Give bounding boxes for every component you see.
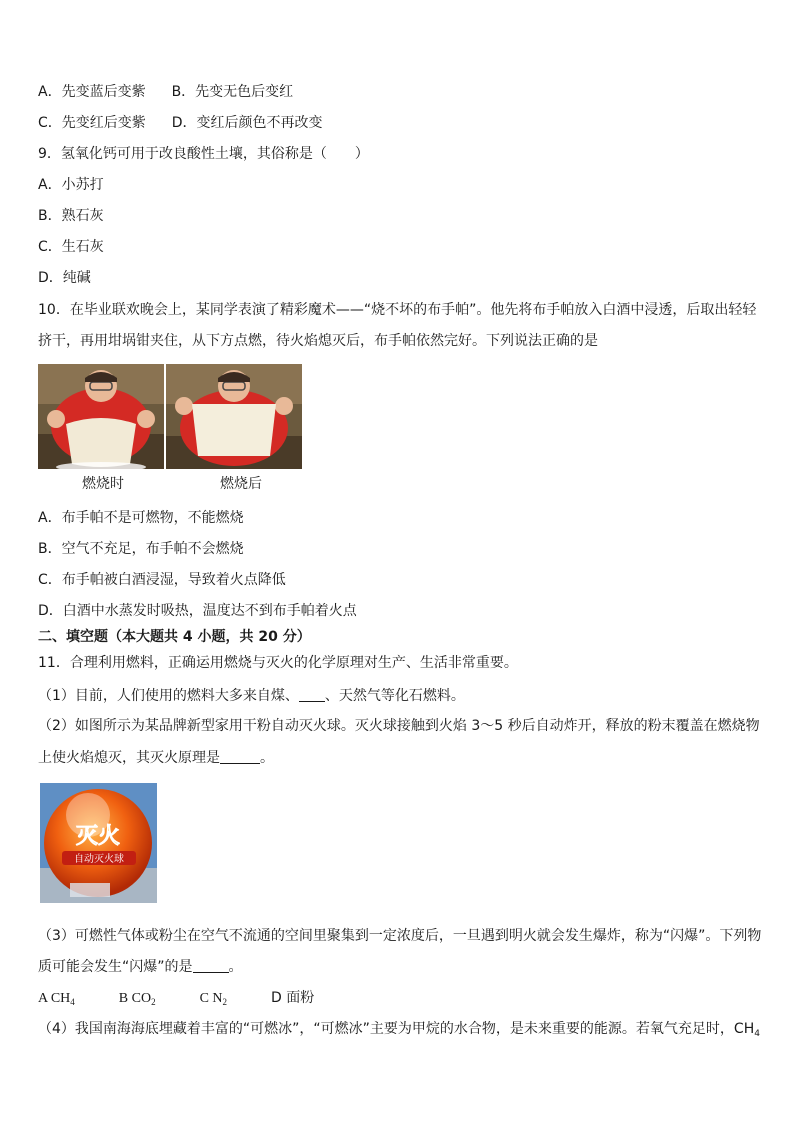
q10-stem-line2: 挤干，再用坩埚钳夹住，从下方点燃，待火焰熄灭后，布手帕依然完好。下列说法正确的是: [38, 333, 598, 349]
q10-option-c: C．布手帕被白酒浸湿，导致着火点降低: [38, 572, 286, 588]
q11-part2-text-before: 上使火焰熄灭，其灭火原理是: [38, 750, 220, 766]
q11-part1-text-after: 、天然气等化石燃料。: [324, 688, 465, 704]
q11-option-a: A $CH_4$: [38, 991, 75, 1007]
q11-part1-text-before: （1）目前，人们使用的燃料大多来自煤、: [38, 688, 299, 704]
q11-option-d: D 面粉: [271, 990, 315, 1006]
q10-option-d: D．白酒中水蒸发时吸热，温度达不到布手帕着火点: [38, 603, 357, 619]
q8-option-d: D．变红后颜色不再改变: [171, 115, 323, 131]
q11-part2-line2: [38, 748, 274, 768]
q9-option-a: A．小苏打: [38, 177, 104, 193]
ball-brand-text: 灭火: [75, 824, 121, 849]
q9-option-d: D．纯碱: [38, 270, 91, 286]
q8-option-a: A．先变蓝后变紫: [38, 84, 146, 100]
q11-part2-line1: （2）如图所示为某品牌新型家用干粉自动灭火球。灭火球接触到火焰 3～5 秒后自动炸开，释放的粉末覆盖在燃烧物: [38, 718, 760, 734]
q10-option-b: B．空气不充足，布手帕不会燃烧: [38, 541, 244, 557]
q11-stem: 11．合理利用燃料，正确运用燃烧与灭火的化学原理对生产、生活非常重要。: [38, 655, 518, 671]
q10-option-a: A．布手帕不是可燃物，不能燃烧: [38, 510, 244, 526]
q11-part2-text-after: 。: [260, 750, 274, 766]
q11-part3-text-after: 。: [228, 959, 243, 975]
q11-part4-line1: （4）我国南海海底埋藏着丰富的“可燃冰”，“可燃冰”主要为甲烷的水合物，是未来重要的能源。若氧气充足时，$CH_4$: [38, 1021, 760, 1039]
q10-figure: [38, 364, 302, 469]
photo-after-burning: [166, 364, 302, 469]
caption-burning: 燃烧时: [82, 476, 124, 492]
q9-stem: 9．氢氧化钙可用于改良酸性土壤，其俗称是（ ）: [38, 146, 369, 162]
q9-option-b: B．熟石灰: [38, 208, 104, 224]
q11-part1-blank[interactable]: [299, 687, 325, 702]
q8-option-row-2: [38, 113, 323, 133]
section-title: 二、填空题（本大题共 4 小题，共 20 分）: [38, 629, 311, 645]
fire-extinguisher-ball-photo: [40, 783, 157, 903]
caption-after-burning: 燃烧后: [220, 476, 262, 492]
q11-part1: [38, 686, 465, 706]
q8-option-b: B．先变无色后变红: [171, 84, 294, 100]
ball-label-text: 自动灭火球: [74, 854, 124, 865]
q11-part3-options: [38, 988, 314, 1012]
q11-part3-blank[interactable]: [193, 958, 229, 973]
photo-burning: [38, 364, 164, 469]
q11-option-b: B $CO_2$: [118, 991, 156, 1007]
q8-option-row-1: [38, 82, 293, 102]
q10-stem-line1: 10．在毕业联欢晚会上，某同学表演了精彩魔术——“烧不坏的布手帕”。他先将布手帕放入白酒中浸透，后取出轻轻: [38, 302, 757, 318]
q8-option-c: C．先变红后变紫: [38, 115, 146, 131]
q11-part2-blank[interactable]: [220, 749, 260, 764]
q11-part3-line1: （3）可燃性气体或粉尘在空气不流通的空间里聚集到一定浓度后，一旦遇到明火就会发生爆炸，称为“闪爆”。下列物: [38, 928, 762, 944]
q11-part3-line2: [38, 957, 243, 977]
q9-option-c: C．生石灰: [38, 239, 104, 255]
q11-part3-text-before: 质可能会发生“闪爆”的是: [38, 959, 193, 975]
q11-option-c: C $N_2$: [199, 991, 228, 1007]
